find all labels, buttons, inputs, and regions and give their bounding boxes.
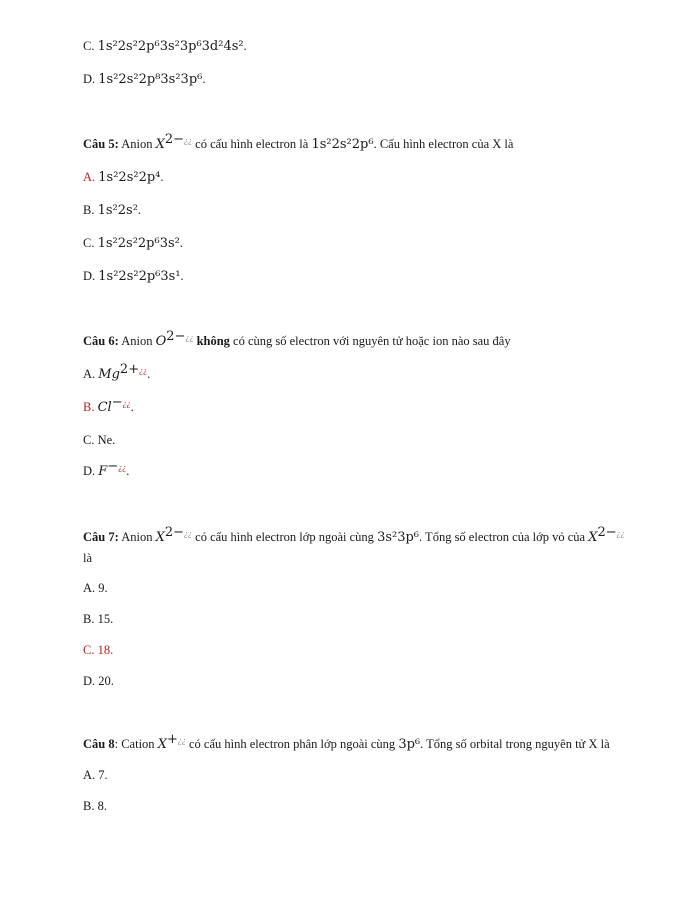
- question-label: Câu 7:: [83, 530, 119, 544]
- ion-charge: 2−: [164, 525, 185, 540]
- q6-option-b[interactable]: B. Cl−¿¿.: [83, 395, 134, 415]
- electron-config: 1s²2s²2p⁶3s¹: [98, 269, 181, 284]
- q7-option-a[interactable]: [83, 580, 108, 596]
- stem-text: là: [83, 551, 93, 565]
- ion-charge: −: [107, 459, 119, 474]
- stem-text: có cấu hình electron là: [195, 137, 309, 151]
- render-artifact: ¿¿: [185, 333, 194, 342]
- q6-option-a[interactable]: A. $Mg^{2+¿¿}$.: [83, 362, 151, 382]
- render-artifact: ¿¿: [177, 736, 186, 745]
- electron-config: 3p⁶: [398, 737, 421, 752]
- ion-symbol: X: [155, 137, 165, 152]
- option-label: C.: [83, 643, 95, 657]
- option-value: 18.: [97, 643, 114, 657]
- ion-symbol: X: [155, 530, 165, 545]
- electron-config: 3s²3p⁶: [377, 530, 420, 545]
- species-symbol: F: [98, 464, 108, 479]
- q7-option-b[interactable]: [83, 611, 113, 627]
- stem-text: Anion: [121, 334, 153, 348]
- option-label: D.: [83, 464, 96, 478]
- electron-config: 1s²2s²2p⁶3s²: [97, 236, 180, 251]
- q8-option-a[interactable]: [83, 767, 108, 783]
- option-label: C.: [83, 433, 95, 447]
- electron-config: 1s²2s²2p⁴: [98, 170, 161, 185]
- render-artifact: ¿¿: [616, 529, 625, 538]
- render-artifact: ¿¿: [184, 136, 193, 145]
- q8-stem: [83, 732, 610, 753]
- question-label: Câu 8: [83, 737, 115, 751]
- stem-text: có cấu hình electron lớp ngoài cùng: [195, 530, 374, 544]
- option-value: 9.: [98, 581, 108, 595]
- stem-text: có cùng số electron với nguyên tử hoặc ion nào sau đây: [233, 334, 511, 348]
- electron-config: 1s²2s²2p⁶: [311, 137, 374, 152]
- q5-option-d[interactable]: D. 1s²2s²2p⁶3s¹.: [83, 269, 184, 284]
- stem-text: Anion: [121, 530, 153, 544]
- stem-text: . Tổng số electron của lớp vỏ của: [419, 530, 586, 544]
- species-symbol: Cl: [97, 400, 112, 415]
- q5-stem: [83, 132, 514, 153]
- option-value: 8.: [97, 799, 107, 813]
- option-label: A.: [83, 768, 96, 782]
- q4-option-c: C. 1s²2s²2p⁶3s²3p⁶3d²4s².: [83, 39, 247, 54]
- ion-symbol: X: [157, 737, 167, 752]
- ion-symbol: X: [588, 530, 598, 545]
- electron-config: 1s²2s²: [97, 203, 138, 218]
- q8-option-b[interactable]: [83, 798, 107, 814]
- q5-option-c[interactable]: C. 1s²2s²2p⁶3s².: [83, 236, 183, 251]
- option-label: A.: [83, 367, 96, 381]
- q6-stem: [83, 329, 511, 350]
- stem-text: . Tổng số orbital trong nguyên tử X là: [420, 737, 610, 751]
- option-label: B.: [83, 799, 95, 813]
- question-label: Câu 5:: [83, 137, 119, 151]
- ion-charge: 2−: [166, 329, 186, 344]
- emphasis-word: không: [196, 334, 230, 348]
- q5-option-b[interactable]: B. 1s²2s².: [83, 203, 142, 218]
- species-symbol: Mg: [98, 367, 120, 382]
- render-artifact: ¿¿: [139, 366, 148, 375]
- q7-option-c[interactable]: [83, 642, 113, 658]
- ion-symbol: O: [155, 334, 167, 349]
- option-value: 20.: [98, 674, 114, 688]
- ion-charge: 2−: [597, 525, 617, 540]
- stem-text: Anion: [121, 137, 153, 151]
- q6-option-d[interactable]: D. F−¿¿.: [83, 459, 130, 479]
- option-label: C.: [83, 39, 95, 53]
- option-label: D.: [83, 72, 96, 86]
- q4-option-d: D. 1s²2s²2p⁸3s²3p⁶.: [83, 72, 206, 87]
- ion-charge: 2−: [164, 132, 185, 147]
- option-value: 7.: [98, 768, 108, 782]
- option-label: A.: [83, 581, 96, 595]
- option-label: D.: [83, 269, 96, 283]
- q7-stem-continued: [83, 550, 92, 566]
- electron-config: 1s²2s²2p⁶3s²3p⁶3d²4s²: [97, 39, 244, 54]
- stem-text: Cation: [121, 737, 155, 751]
- option-label: C.: [83, 236, 95, 250]
- option-label: B.: [83, 612, 95, 626]
- option-value: 15.: [97, 612, 114, 626]
- stem-text: . Cấu hình electron của X là: [373, 137, 514, 151]
- render-artifact: ¿¿: [122, 399, 131, 408]
- q5-option-a[interactable]: A. 1s²2s²2p⁴.: [83, 170, 164, 185]
- option-label: B.: [83, 203, 95, 217]
- electron-config: 1s²2s²2p⁸3s²3p⁶: [98, 72, 203, 87]
- q6-option-c[interactable]: C. Ne.: [83, 433, 116, 447]
- option-label: B.: [83, 400, 95, 414]
- stem-text: có cấu hình electron phân lớp ngoài cùng: [188, 737, 396, 751]
- question-label: Câu 6:: [83, 334, 119, 348]
- option-label: A.: [83, 170, 96, 184]
- render-artifact: ¿¿: [118, 463, 127, 472]
- stem-text: :: [114, 737, 119, 751]
- ion-charge: −: [111, 395, 123, 410]
- option-label: D.: [83, 674, 96, 688]
- q7-option-d[interactable]: [83, 673, 114, 689]
- ion-charge: +: [166, 732, 178, 747]
- q7-stem: [83, 525, 625, 546]
- species-symbol: Ne: [97, 433, 113, 447]
- ion-charge: 2+: [119, 362, 140, 377]
- render-artifact: ¿¿: [184, 529, 193, 538]
